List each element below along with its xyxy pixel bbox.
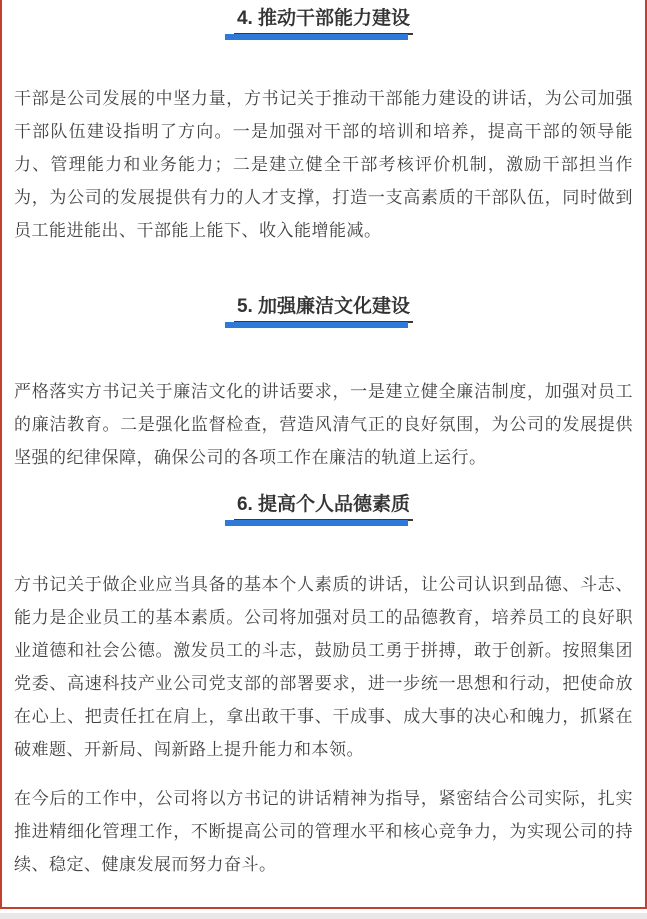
closing-paragraph: 在今后的工作中，公司将以方书记的讲话精神为指导，紧密结合公司实际，扎实推进精细化管理工作，不断提高公司的管理水平和核心竞争力，为实现公司的持续、稳定、健康发展而努力奋斗。 xyxy=(14,789,633,874)
section-heading xyxy=(14,294,633,323)
heading-underlined-text: 4. 推动干部能力建设 xyxy=(234,6,413,35)
section-heading xyxy=(14,492,633,521)
heading-underlined-text: 6. 提高个人品德素质 xyxy=(234,492,413,521)
section-heading xyxy=(14,6,633,35)
section-integrity-culture xyxy=(14,294,633,474)
page-bottom-divider xyxy=(0,913,647,919)
paragraph: 方书记关于做企业应当具备的基本个人素质的讲话，让公司认识到品德、斗志、能力是企业员工的基本素质。公司将加强对员工的品德教育，培养员工的良好职业道德和社会公德。激发员工的斗志，鼓励员工勇于拼搏，敢于创新。按照集团党委、高速科技产业公司党支部的部署要求，进一步统一思想和行动，把使命放在心上、把责任扛在肩上，拿出敢干事、干成事、成大事的决心和魄力，抓紧在破难题、开新局、闯新路上提升能力和本领。 xyxy=(14,575,633,759)
paragraph: 干部是公司发展的中坚力量，方书记关于推动干部能力建设的讲话，为公司加强干部队伍建设指明了方向。一是加强对干部的培训和培养，提高干部的领导能力、管理能力和业务能力；二是建立健全干部考核评价机制，激励干部担当作为，为公司的发展提供有力的人才支撑，打造一支高素质的干部队伍，同时做到员工能进能出、干部能上能下、收入能增能减。 xyxy=(14,89,633,240)
heading-underlined-text: 5. 加强廉洁文化建设 xyxy=(234,294,413,323)
paragraph: 严格落实方书记关于廉洁文化的讲话要求，一是建立健全廉洁制度，加强对员工的廉洁教育。二是强化监督检查，营造风清气正的良好氛围，为公司的发展提供坚强的纪律保障，确保公司的各项工作在廉洁的轨道上运行。 xyxy=(14,382,633,467)
section-personal-morality xyxy=(14,492,633,881)
section-cadre-ability xyxy=(14,6,633,247)
